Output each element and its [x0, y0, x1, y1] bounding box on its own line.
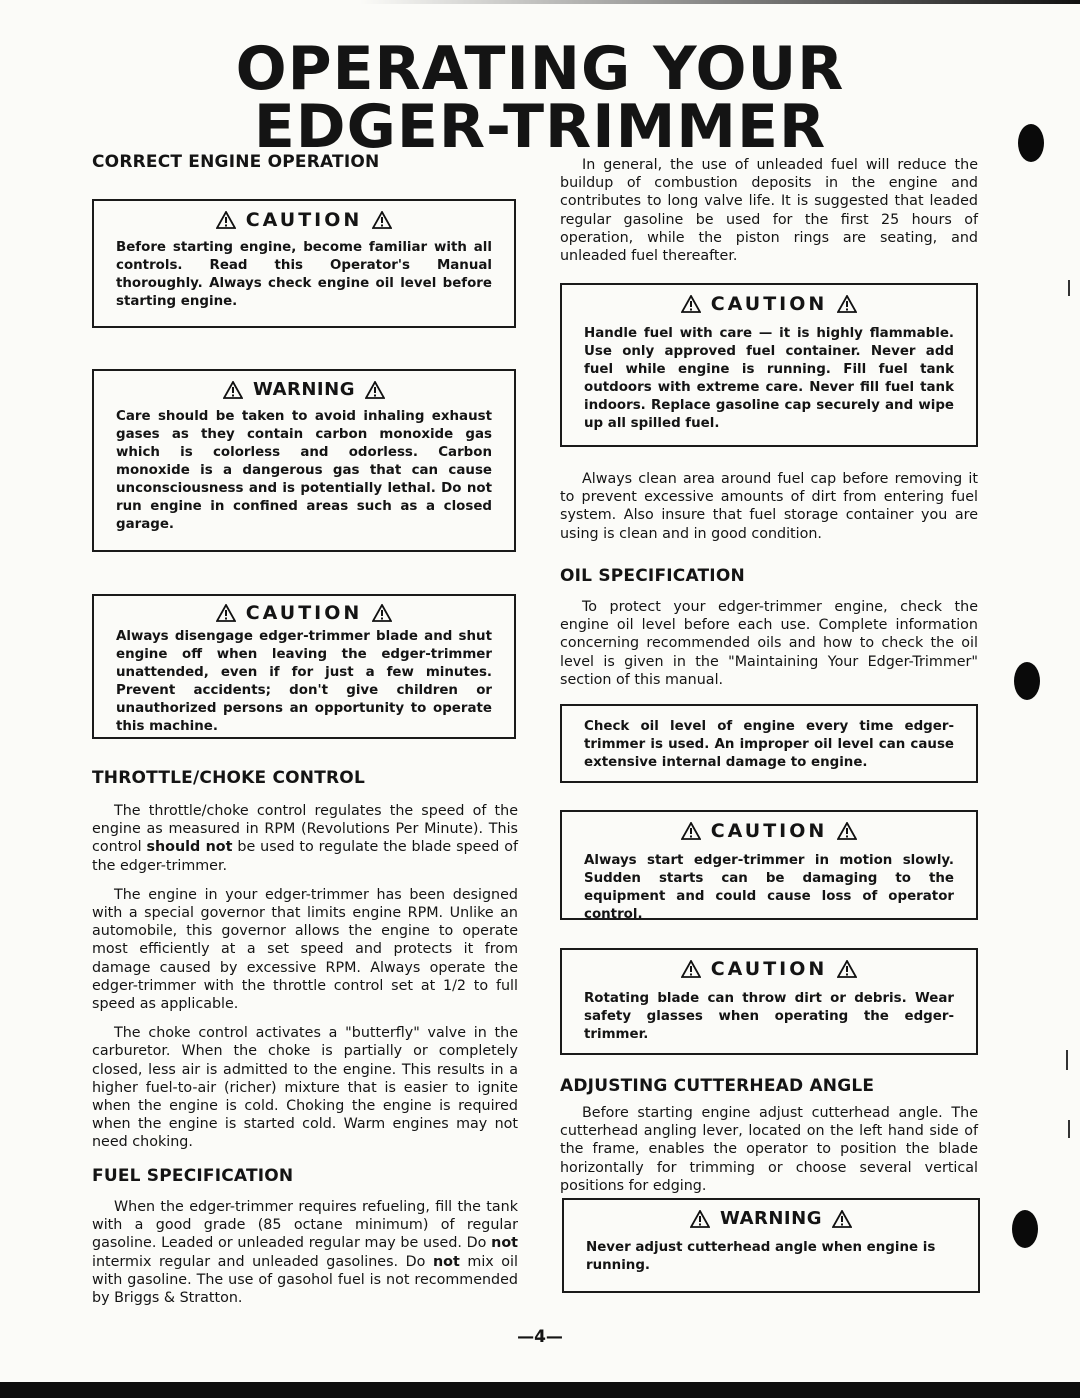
caution-box-unattended [92, 594, 516, 739]
warning-triangle-icon [690, 1210, 710, 1228]
warning-text: Care should be taken to avoid inhaling exhaust gases as they contain carbon monoxide gas which is colorless and odorless. Carbon monoxide is a dangerous gas that can cause unconsciousness and is potentially lethal. Do not run engine in confined areas such as a closed garage. [116, 409, 492, 532]
caution-box-start [560, 810, 978, 920]
page-title-line-2: EDGER-TRIMMER [253, 92, 827, 162]
throttle-heading: THROTTLE/CHOKE CONTROL [92, 768, 365, 788]
caution-text: Rotating blade can throw dirt or debris. Wear safety glasses when operating the edger-trimmer. [584, 991, 954, 1042]
scan-mark [1066, 1050, 1068, 1070]
unleaded-section [560, 156, 978, 265]
warning-box-exhaust [92, 369, 516, 552]
warning-triangle-icon [681, 960, 701, 978]
warning-triangle-icon [837, 960, 857, 978]
warning-triangle-icon [372, 211, 392, 229]
caution-header: CAUTION [584, 820, 954, 842]
fuel-cap-section [560, 470, 978, 543]
warning-triangle-icon [837, 295, 857, 313]
warning-triangle-icon [216, 604, 236, 622]
throttle-paragraph-2: The engine in your edger-trimmer has been designed with a special governor that limits engine RPM. Unlike an automobile, this governor allows the engine to operate most efficiently at a set speed and protects it from damage caused by excessive RPM. Always operate the edger-trimmer with the throttle control set at 1/2 to full speed as applicable. [92, 886, 518, 1013]
warning-triangle-icon [832, 1210, 852, 1228]
caution-text: Always start edger-trimmer in motion slowly. Sudden starts can be damaging to the equipment and could cause loss of operator control. [584, 853, 954, 922]
warning-header: WARNING [586, 1208, 956, 1229]
cutterhead-heading: ADJUSTING CUTTERHEAD ANGLE [560, 1076, 875, 1096]
oil-section [560, 566, 978, 689]
scan-mark [1068, 280, 1070, 296]
warning-triangle-icon [837, 822, 857, 840]
cutterhead-section [560, 1076, 978, 1195]
binder-hole [1012, 1210, 1038, 1248]
oil-heading: OIL SPECIFICATION [560, 566, 745, 586]
caution-box-debris [560, 948, 978, 1055]
warning-triangle-icon [365, 381, 385, 399]
binder-hole [1014, 662, 1040, 700]
fuel-cap-paragraph: Always clean area around fuel cap before removing it to prevent excessive amounts of dirt from entering fuel system. Also insure that fuel storage container you are using is clean and in good condition. [560, 471, 978, 542]
caution-box-controls [92, 199, 516, 328]
caution-text: Before starting engine, become familiar with all controls. Read this Operator's Manual thoroughly. Always check engine oil level before starting engine. [116, 240, 492, 309]
caution-header: CAUTION [116, 209, 492, 231]
caution-box-fuel [560, 283, 978, 447]
warning-box-cutterhead [562, 1198, 980, 1293]
warning-triangle-icon [681, 295, 701, 313]
scan-edge [360, 0, 1080, 4]
scan-mark [1068, 1120, 1070, 1138]
warning-triangle-icon [223, 381, 243, 399]
warning-text: Never adjust cutterhead angle when engine is running. [586, 1240, 936, 1273]
oil-notice-text: Check oil level of engine every time edger-trimmer is used. An improper oil level can cause extensive internal damage to engine. [584, 719, 954, 770]
fuel-section [92, 1166, 518, 1307]
cutterhead-paragraph: Before starting engine adjust cutterhead angle. The cutterhead angling lever, located on the left hand side of the frame, enables the operator to position the blade horizontally for trimming or choose several vertical positions for edging. [560, 1105, 978, 1194]
scan-bottom-edge [0, 1382, 1080, 1398]
choke-paragraph: The choke control activates a "butterfly" valve in the carburetor. When the choke is partially or completely closed, less air is admitted to the engine. This results in a higher fuel-to-air (richer) mixture that is easier to ignite when the engine is cold. Choking the engine is required when the engine is started cold. Warm engines may not need choking. [92, 1025, 518, 1151]
warning-triangle-icon [372, 604, 392, 622]
caution-text: Handle fuel with care — it is highly flammable. Use only approved fuel container. Never add fuel while engine is running. Fill fuel tank outdoors with extreme care. Never fill fuel tank indoors. Replace gasoline cap securely and wipe up all spilled fuel. [584, 326, 954, 431]
fuel-paragraph: When the edger-trimmer requires refueling, fill the tank with a good grade (85 octane minimum) of regular gasoline. Leaded or unleaded regular may be used. Do not intermix regular and unleaded gasolines. Do not mix oil with gasoline. The use of gasohol fuel is not recommended by Briggs & Stratton. [92, 1199, 519, 1307]
oil-paragraph: To protect your edger-trimmer engine, check the engine oil level before each use. Complete information concerning recommended oils and how to check the oil level is given in the "Maintaining Your Edger-Trimmer" section of this manual. [560, 599, 978, 688]
page-number: —4— [517, 1327, 563, 1347]
caution-header: CAUTION [584, 293, 954, 315]
warning-header: WARNING [116, 379, 492, 400]
unleaded-paragraph: In general, the use of unleaded fuel will reduce the buildup of combustion deposits in the engine and contributes to long valve life. It is suggested that leaded regular gasoline be used for the first 25 hours of operation, while the piston rings are seating, and unleaded fuel thereafter. [560, 157, 978, 265]
caution-header: CAUTION [584, 958, 954, 980]
warning-triangle-icon [216, 211, 236, 229]
caution-text: Always disengage edger-trimmer blade and shut engine off when leaving the edger-trimmer unattended, even if for just a few minutes. Prevent accidents; don't give children or unauthorized persons an opportunity to operate this machine. [116, 629, 492, 734]
oil-notice-box [560, 704, 978, 783]
caution-header: CAUTION [116, 602, 492, 624]
left-column [92, 152, 516, 172]
throttle-section [92, 768, 518, 1152]
page-title-line-1: OPERATING YOUR [235, 34, 845, 104]
binder-hole [1018, 124, 1044, 162]
throttle-paragraph-1: The throttle/choke control regulates the speed of the engine as measured in RPM (Revolutions Per Minute). This control should not be used to regulate the blade speed of the edger-trimmer. [92, 803, 518, 874]
warning-triangle-icon [681, 822, 701, 840]
fuel-heading: FUEL SPECIFICATION [92, 1166, 294, 1186]
correct-engine-heading: CORRECT ENGINE OPERATION [92, 152, 380, 172]
